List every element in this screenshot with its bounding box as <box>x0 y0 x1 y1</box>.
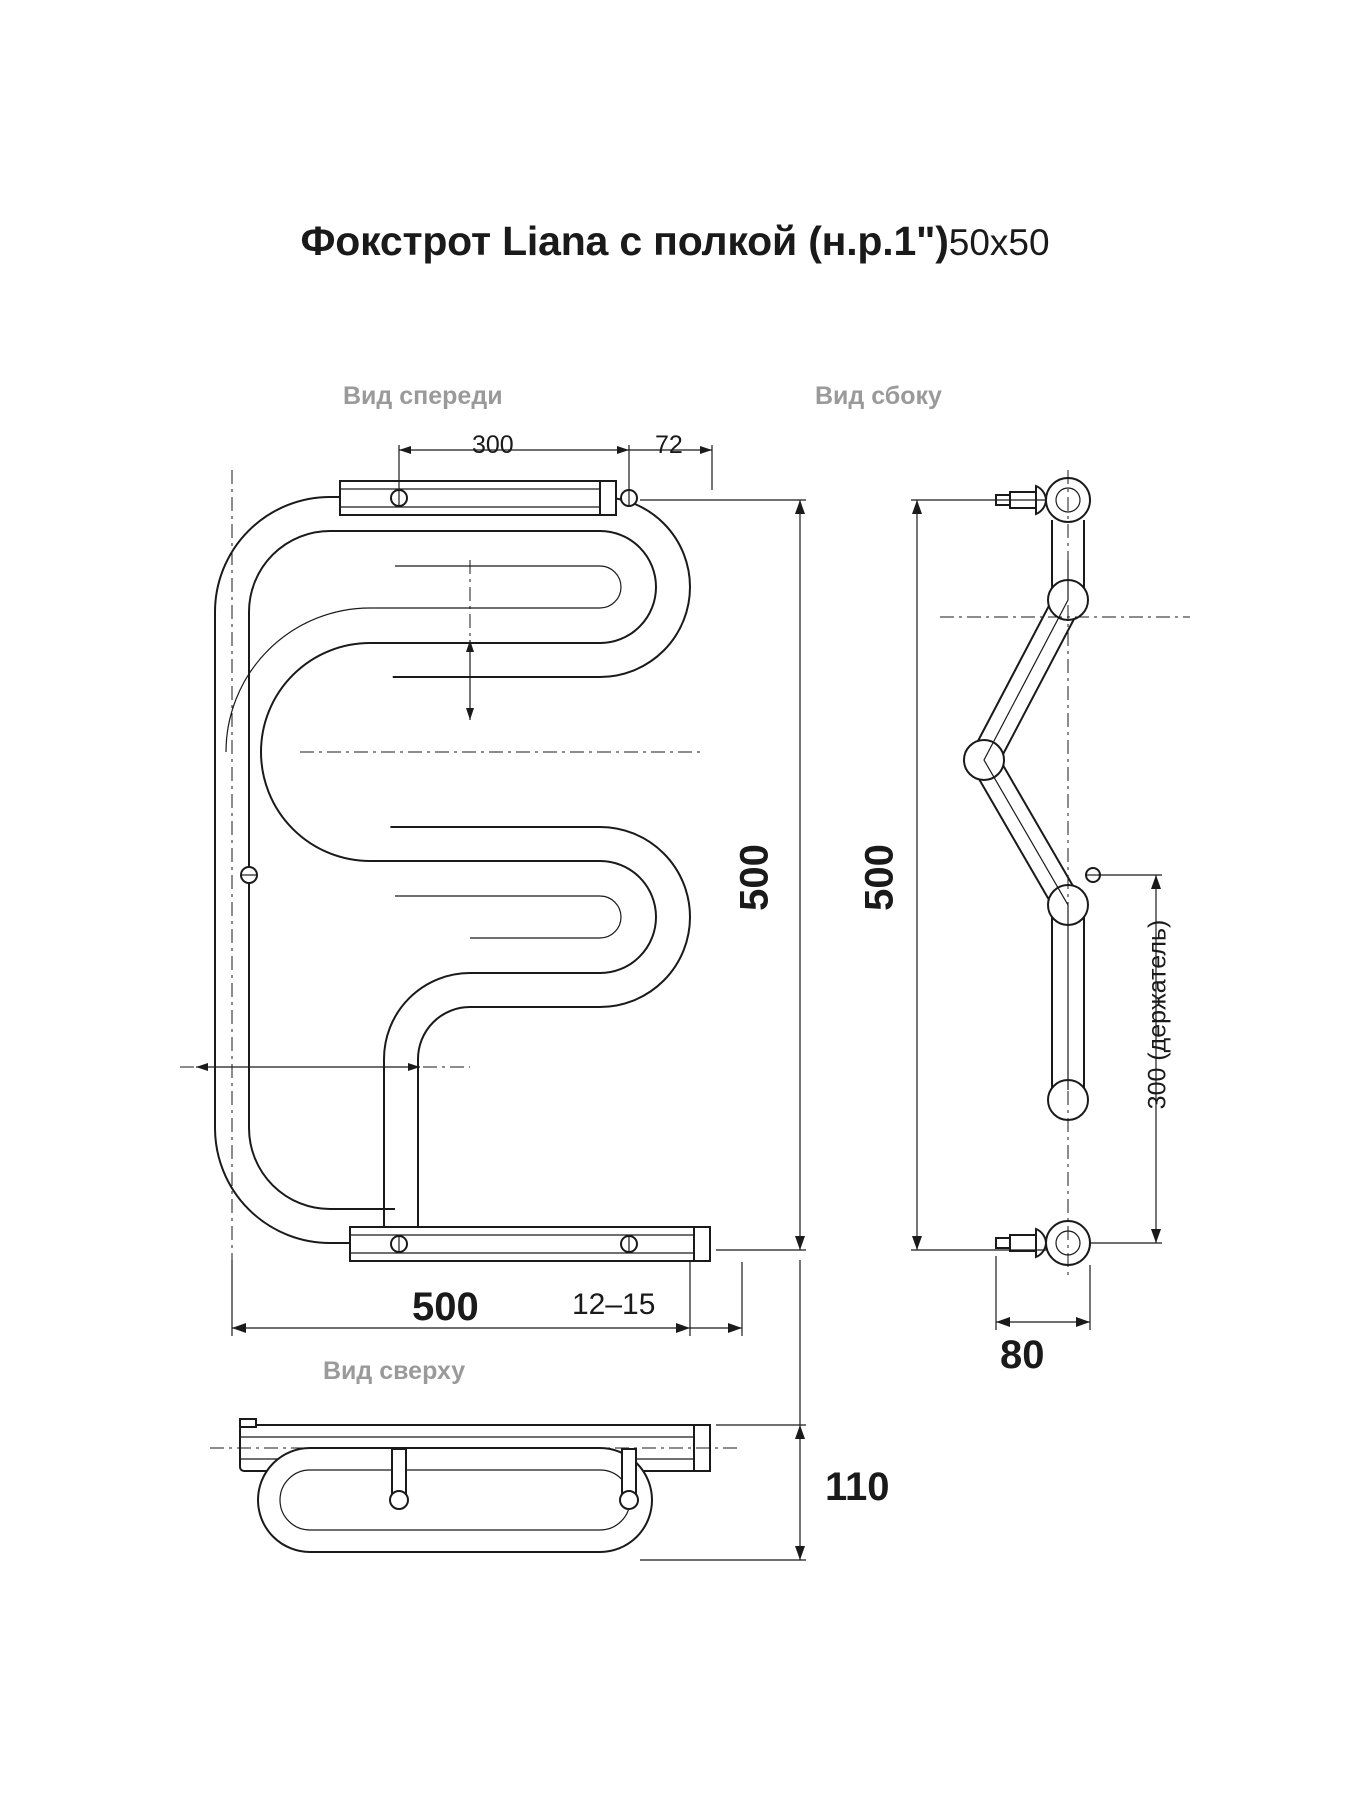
dim-shelf-end: 72 <box>655 431 683 459</box>
dim-front-width: 500 <box>412 1285 479 1329</box>
side-view-graphic <box>940 470 1190 1275</box>
page-title-main: Фокстрот Liana с полкой (н.р.1") <box>300 218 949 264</box>
view-label-top: Вид сверху <box>323 1357 466 1385</box>
front-top-shelf <box>340 481 637 515</box>
dim-top-depth: 110 <box>825 1465 890 1509</box>
dim-front-height: 500 <box>732 844 777 911</box>
top-dimension-lines <box>640 1260 806 1560</box>
dim-wall-offset: 12–15 <box>572 1288 656 1321</box>
dim-side-depth: 80 <box>1000 1333 1045 1377</box>
dim-side-height: 500 <box>857 844 902 911</box>
view-label-side: Вид сбоку <box>815 382 942 410</box>
front-view-graphic <box>180 470 710 1270</box>
page-title-sub: 50x50 <box>948 222 1050 263</box>
front-bottom-shelf <box>350 1227 710 1261</box>
dim-holder: 300 (держатель) <box>1143 919 1172 1110</box>
top-view-graphic <box>210 1419 740 1552</box>
view-label-front: Вид спереди <box>343 382 503 410</box>
dim-shelf-span: 300 <box>472 431 514 459</box>
side-dimension-lines <box>911 500 1162 1330</box>
